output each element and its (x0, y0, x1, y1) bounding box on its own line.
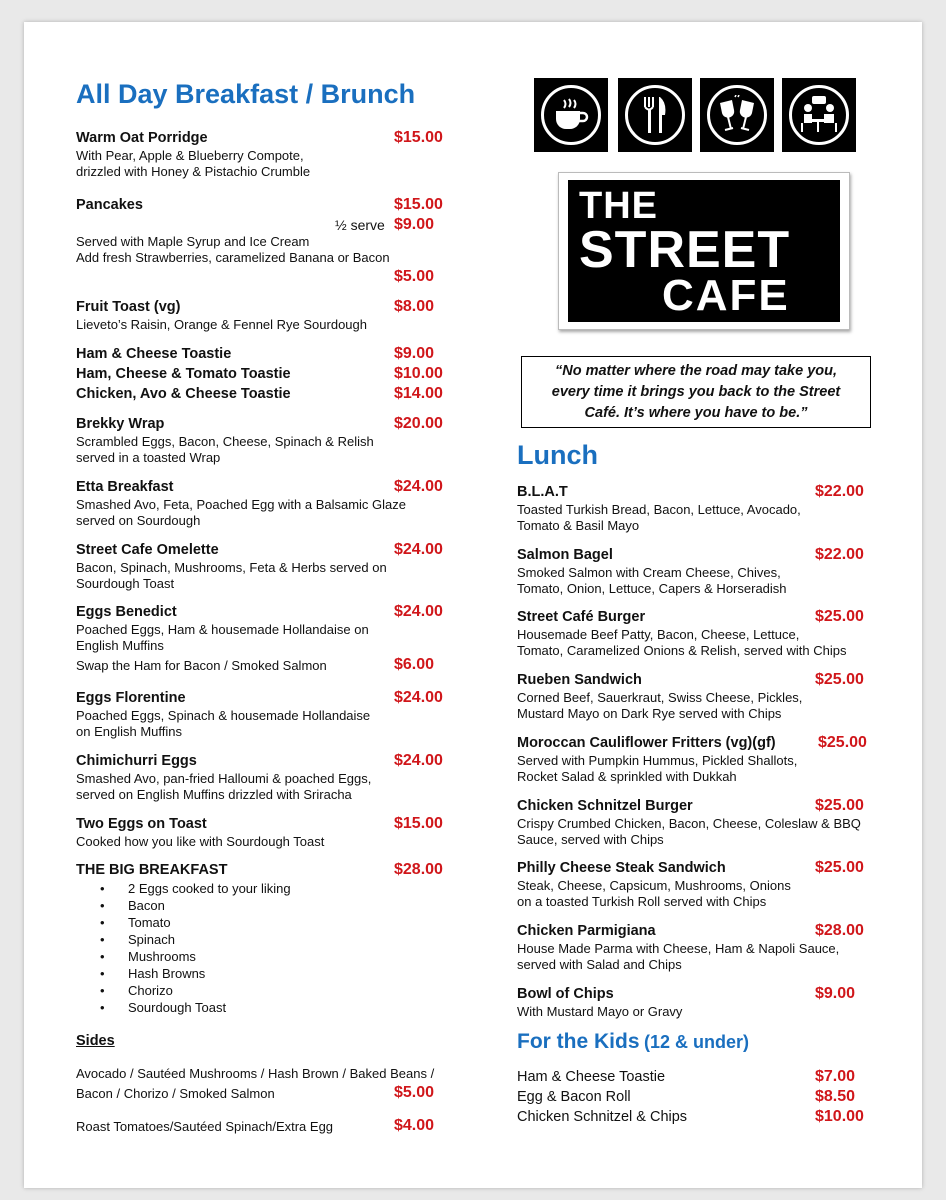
two-eggs-name: Two Eggs on Toast (76, 816, 207, 832)
big-breakfast-list (48, 880, 408, 1020)
lunch-item-name: Bowl of Chips (517, 986, 614, 1002)
pancakes-desc-2: Add fresh Strawberries, caramelized Banana or Bacon (76, 250, 390, 265)
lunch-item-desc: Tomato, Caramelized Onions & Relish, served with Chips (517, 643, 847, 658)
lunch-item-price: $25.00 (815, 608, 864, 625)
kids-heading (517, 1030, 749, 1054)
lunch-item-price: $22.00 (815, 546, 864, 563)
kids-item-price: $10.00 (815, 1108, 864, 1125)
benedict-desc-2: English Muffins (76, 638, 164, 653)
florentine-price: $24.00 (394, 689, 443, 706)
lunch-item-desc: Corned Beef, Sauerkraut, Swiss Cheese, Pickles, (517, 690, 803, 705)
knife-fork-icon (618, 78, 692, 152)
toastie-3-name: Chicken, Avo & Cheese Toastie (76, 386, 291, 402)
wrap-desc-1: Scrambled Eggs, Bacon, Cheese, Spinach & Relish (76, 434, 374, 449)
toastie-2-price: $10.00 (394, 365, 443, 382)
fruit-toast-name: Fruit Toast (vg) (76, 299, 181, 315)
toastie-1-price: $9.00 (394, 345, 435, 362)
pancakes-addon-price: $5.00 (394, 268, 435, 285)
big-breakfast-name: THE BIG BREAKFAST (76, 862, 228, 878)
toastie-3-price: $14.00 (394, 385, 443, 402)
lunch-item-price: $25.00 (815, 859, 864, 876)
lunch-item-name: B.L.A.T (517, 484, 568, 500)
lunch-item-desc: Crispy Crumbed Chicken, Bacon, Cheese, Coleslaw & BBQ (517, 816, 861, 831)
porridge-name: Warm Oat Porridge (76, 130, 208, 146)
omelette-name: Street Cafe Omelette (76, 542, 219, 558)
lunch-item-desc: Sauce, served with Chips (517, 832, 664, 847)
benedict-price: $24.00 (394, 603, 443, 620)
lunch-item-name: Street Café Burger (517, 609, 646, 625)
florentine-desc-1: Poached Eggs, Spinach & housemade Hollandaise (76, 708, 371, 723)
lunch-item-desc: on a toasted Turkish Roll served with Chips (517, 894, 767, 909)
big-breakfast-item: • Bacon (100, 897, 291, 914)
pancakes-desc-1: Served with Maple Syrup and Ice Cream (76, 234, 310, 249)
lunch-item-desc: Toasted Turkish Bread, Bacon, Lettuce, Avocado, (517, 502, 801, 517)
benedict-name: Eggs Benedict (76, 604, 177, 620)
sides-price-1: $5.00 (394, 1084, 435, 1101)
big-breakfast-item: • Sourdough Toast (100, 999, 291, 1016)
pancakes-name: Pancakes (76, 197, 143, 213)
etta-name: Etta Breakfast (76, 479, 174, 495)
fruit-toast-desc: Lieveto’s Raisin, Orange & Fennel Rye Sourdough (76, 317, 367, 332)
sides-line-2: Bacon / Chorizo / Smoked Salmon (76, 1086, 275, 1101)
pancakes-half-label: ½ serve (335, 217, 385, 233)
lunch-item-price: $22.00 (815, 483, 864, 500)
big-breakfast-item: • Spinach (100, 931, 291, 948)
lunch-item-price: $25.00 (818, 734, 867, 751)
two-eggs-price: $15.00 (394, 815, 443, 832)
wrap-price: $20.00 (394, 415, 443, 432)
sides-title: Sides (76, 1033, 115, 1049)
chimichurri-desc-2: served on English Muffins drizzled with Sriracha (76, 787, 352, 802)
pancakes-half-price: $9.00 (394, 216, 435, 233)
lunch-item-desc: Housemade Beef Patty, Bacon, Cheese, Lettuce, (517, 627, 800, 642)
lunch-item-desc: served with Salad and Chips (517, 957, 682, 972)
wrap-name: Brekky Wrap (76, 416, 165, 432)
lunch-item-price: $9.00 (815, 985, 856, 1002)
porridge-desc-2: drizzled with Honey & Pistachio Crumble (76, 164, 311, 179)
omelette-price: $24.00 (394, 541, 443, 558)
toastie-1-name: Ham & Cheese Toastie (76, 346, 232, 362)
lunch-item-desc: Mustard Mayo on Dark Rye served with Chips (517, 706, 782, 721)
benedict-swap: Swap the Ham for Bacon / Smoked Salmon (76, 658, 327, 673)
sides-line-1: Avocado / Sautéed Mushrooms / Hash Brown / Baked Beans / (76, 1066, 435, 1081)
kids-item-price: $7.00 (815, 1068, 856, 1085)
pancakes-price: $15.00 (394, 196, 443, 213)
chimichurri-name: Chimichurri Eggs (76, 753, 197, 769)
kids-item-name: Chicken Schnitzel & Chips (517, 1109, 688, 1125)
florentine-desc-2: on English Muffins (76, 724, 182, 739)
omelette-desc-1: Bacon, Spinach, Mushrooms, Feta & Herbs served on (76, 560, 387, 575)
kids-item-name: Ham & Cheese Toastie (517, 1069, 666, 1085)
porridge-price: $15.00 (394, 129, 443, 146)
lunch-item-name: Philly Cheese Steak Sandwich (517, 860, 726, 876)
people-table-icon (782, 78, 856, 152)
wrap-desc-2: served in a toasted Wrap (76, 450, 221, 465)
lunch-item-desc: House Made Parma with Cheese, Ham & Napoli Sauce, (517, 941, 840, 956)
sides-price-2: $4.00 (394, 1117, 435, 1134)
etta-desc-1: Smashed Avo, Feta, Poached Egg with a Balsamic Glaze (76, 497, 406, 512)
big-breakfast-item: • Hash Browns (100, 965, 291, 982)
lunch-item-name: Rueben Sandwich (517, 672, 642, 688)
benedict-swap-price: $6.00 (394, 656, 435, 673)
breakfast-title: All Day Breakfast / Brunch (76, 79, 416, 109)
big-breakfast-item: • Tomato (100, 914, 291, 931)
lunch-item-desc: Tomato, Onion, Lettuce, Capers & Horseradish (517, 581, 787, 596)
menu-page (24, 22, 922, 1188)
kids-title: For the Kids (517, 1030, 640, 1053)
kids-item-price: $8.50 (815, 1088, 856, 1105)
coffee-cup-icon (534, 78, 608, 152)
lunch-item-name: Salmon Bagel (517, 547, 613, 563)
kids-item-name: Egg & Bacon Roll (517, 1089, 631, 1105)
lunch-item-price: $25.00 (815, 671, 864, 688)
logo-frame (558, 172, 850, 330)
lunch-item-price: $25.00 (815, 797, 864, 814)
lunch-item-price: $28.00 (815, 922, 864, 939)
big-breakfast-price: $28.00 (394, 861, 443, 878)
florentine-name: Eggs Florentine (76, 690, 186, 706)
lunch-item-desc: Steak, Cheese, Capsicum, Mushrooms, Onions (517, 878, 791, 893)
cafe-quote: “No matter where the road may take you, every time it brings you back to the Street Café. It’s where you have to be.” (521, 356, 871, 428)
big-breakfast-item: • Mushrooms (100, 948, 291, 965)
kids-subtitle: (12 & under) (643, 1032, 749, 1052)
sides-line-3: Roast Tomatoes/Sautéed Spinach/Extra Egg (76, 1119, 334, 1134)
wine-glasses-icon (700, 78, 774, 152)
benedict-desc-1: Poached Eggs, Ham & housemade Hollandaise on (76, 622, 369, 637)
fruit-toast-price: $8.00 (394, 298, 435, 315)
lunch-item-desc: Tomato & Basil Mayo (517, 518, 640, 533)
big-breakfast-item: • Chorizo (100, 982, 291, 999)
lunch-item-name: Chicken Schnitzel Burger (517, 798, 693, 814)
lunch-item-desc: With Mustard Mayo or Gravy (517, 1004, 683, 1019)
lunch-title: Lunch (517, 440, 598, 470)
lunch-item-desc: Served with Pumpkin Hummus, Pickled Shallots, (517, 753, 798, 768)
big-breakfast-item: • 2 Eggs cooked to your liking (100, 880, 291, 897)
lunch-item-name: Moroccan Cauliflower Fritters (vg)(gf) (517, 735, 776, 751)
two-eggs-desc: Cooked how you like with Sourdough Toast (76, 834, 325, 849)
porridge-desc-1: With Pear, Apple & Blueberry Compote, (76, 148, 304, 163)
chimichurri-desc-1: Smashed Avo, pan-fried Halloumi & poached Eggs, (76, 771, 372, 786)
lunch-item-desc: Rocket Salad & sprinkled with Dukkah (517, 769, 737, 784)
chimichurri-price: $24.00 (394, 752, 443, 769)
omelette-desc-2: Sourdough Toast (76, 576, 175, 591)
lunch-item-name: Chicken Parmigiana (517, 923, 656, 939)
etta-price: $24.00 (394, 478, 443, 495)
street-cafe-logo: THE STREET CAFE (568, 180, 840, 322)
toastie-2-name: Ham, Cheese & Tomato Toastie (76, 366, 291, 382)
etta-desc-2: served on Sourdough (76, 513, 201, 528)
lunch-item-desc: Smoked Salmon with Cream Cheese, Chives, (517, 565, 781, 580)
